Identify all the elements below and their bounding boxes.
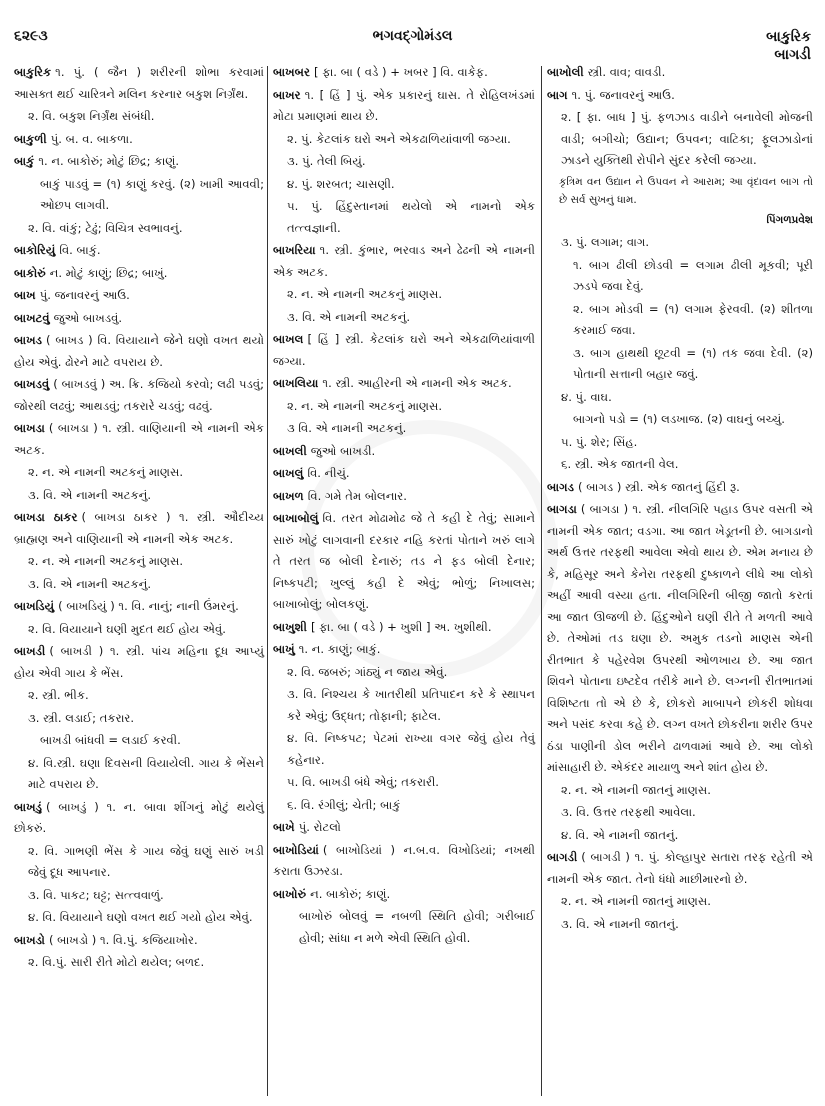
entry-definition: બાખોરું બોલવું = નબળી સ્થિતિ હોવી; ગરીબાઈ હોવી; સાંધા ન મળે એવી સ્થિતિ હોવી. xyxy=(299,909,535,945)
entry-definition: ( બાખડ ) વિ. વિયાયાને જેને ઘણો વખત થયો હોય એવું. ઢોરને માટે વપરાય છે. xyxy=(14,333,264,369)
dictionary-entry xyxy=(273,486,535,508)
entry-sense xyxy=(273,284,535,306)
entry-headword: બાખડી xyxy=(14,644,46,658)
guide-word-first: બાકુરિક xyxy=(766,29,811,45)
entry-definition: ૧. ન. બાકોરું; મોટું છિદ્ર; કાણું. xyxy=(38,154,180,168)
entry-sense xyxy=(547,409,813,431)
entry-sense xyxy=(547,891,813,913)
entry-definition: ૩. પું. તેલી બિયું. xyxy=(287,154,366,168)
entry-headword: બાગડી xyxy=(547,850,578,864)
entry-definition: ૩. સ્ત્રી. લડાઈ; તકરાર. xyxy=(28,710,135,725)
entry-sense xyxy=(547,299,813,342)
entry-sense xyxy=(547,432,813,454)
dictionary-entry xyxy=(273,840,535,883)
entry-headword: બાખડા xyxy=(14,421,45,435)
entry-definition: ૪. વિ. વિયાયાને ઘણો વખત થઈ ગયો હોય એવું. xyxy=(28,910,253,924)
entry-definition: ૨. વિ. જબરું; ગાંઠ્યું ન જાય એવું. xyxy=(287,664,448,679)
entry-sense xyxy=(547,780,813,802)
entry-definition: ૧. સ્ત્રી. કુંભાર, ભરવાડ અને ઢેઢની એ નામની એક અટક. xyxy=(273,243,535,279)
entry-headword: બાગ xyxy=(547,87,568,102)
entry-sense xyxy=(547,454,813,476)
dictionary-entry xyxy=(273,508,535,616)
entry-definition: ૨. વિ.પું. સારી રીતે મોટો થયેલ; બળદ. xyxy=(28,955,205,969)
dictionary-entry xyxy=(547,62,813,84)
entry-headword: બાકોરું xyxy=(14,265,46,280)
entry-headword: બાકું xyxy=(14,154,35,168)
entry-definition: ૩ વિ. એ નામની અટકનું. xyxy=(287,421,407,435)
entry-sense xyxy=(14,753,264,796)
entry-definition: ૧. પું. જનાવરનું આઉ. xyxy=(571,87,675,102)
entry-headword: બાખે xyxy=(273,820,295,834)
entry-definition: ૩. વિ. એ નામની અટકનું. xyxy=(28,487,152,502)
entry-definition: ૪. પું. વાઘ. xyxy=(561,389,612,404)
entry-headword: બાખડો xyxy=(14,932,45,947)
entry-sense xyxy=(547,343,813,386)
entry-sense xyxy=(547,825,813,847)
entry-definition: ૨. ન. એ નામની અટકનું માણસ. xyxy=(287,287,443,301)
entry-definition: ૫. પું. શેર; સિંહ. xyxy=(561,434,638,449)
dictionary-entry xyxy=(14,151,264,173)
page-title: ભગવદ્ગોમંડલ xyxy=(372,28,453,44)
entry-headword: બાખબર xyxy=(273,65,310,79)
entry-definition: ૪. વિ. એ નામની જાતનું. xyxy=(561,827,679,842)
entry-sense xyxy=(14,841,264,884)
entry-definition: ૫. પું. હિંદુસ્તાનમાં થયેલો એ નામનો એક તત્ત્વજ્ઞાની. xyxy=(287,199,535,235)
entry-headword: બાખટવું xyxy=(14,310,50,325)
entry-headword: બાખડા ઠાકર xyxy=(14,510,78,524)
entry-definition: ૫. વિ. બાખડી બંધે એવું; તકરારી. xyxy=(287,775,439,789)
entry-definition: સ્ત્રી. વાવ; વાવડી. xyxy=(587,65,666,79)
entry-headword: બાકોરિયું xyxy=(14,243,56,257)
entry-definition: ૨. વિ. ગાભણી ભેંસ કે ગાય જેવું ઘણું સારું ખડી જેવું દૂધ આપનાર. xyxy=(28,843,264,879)
dictionary-entry xyxy=(547,499,813,779)
entry-sense xyxy=(273,307,535,329)
entry-definition: પું. જનાવરનું આઉ. xyxy=(39,288,130,302)
entry-sense xyxy=(14,218,264,240)
entry-definition: [ હિં ] સ્ત્રી. કેટલાંક ઘરો અને એકઢાળિયાંવાળી જગ્યા. xyxy=(273,332,535,368)
entry-definition: ૨. ન. એ નામની અટકનું માણસ. xyxy=(28,554,184,568)
entry-headword: બાગડા xyxy=(547,502,577,516)
entry-definition: ૧. બાગ ઢીલી છોડવી = લગામ ઢીલી મૂકવી; પૂરી ઝડપે જવા દેવું. xyxy=(573,257,813,293)
dictionary-entry xyxy=(273,441,535,463)
entry-definition: જુઓ બાખડવું. xyxy=(53,310,123,325)
entry-definition: ( બાખડા ) ૧. સ્ત્રી. વાણિયાની એ નામની એક અટક. xyxy=(14,421,264,457)
dictionary-entry xyxy=(14,263,264,285)
entry-sense xyxy=(273,129,535,151)
entry-definition: પિંગળપ્રવેશ xyxy=(766,213,813,226)
entry-definition: ૩. વિ. પાકટ; ઘટ્ટ; સત્ત્વવાળું. xyxy=(28,887,164,902)
entry-definition: ન. બાકોરું; કાણું. xyxy=(310,886,391,901)
entry-definition: બાકું પાડવું = (૧) કાણું કરવું. (૨) ખામી આવવી; ઓછપ લાગવી. xyxy=(40,176,264,212)
entry-definition: ( બાગડી ) ૧. પું. કોલ્હાપુર સતારા તરફ રહેતી એ નામની એક જાત. તેનો ધંધો માછીમારનો છે. xyxy=(547,850,813,886)
dictionary-column-1 xyxy=(14,62,264,975)
entry-headword: બાખલી xyxy=(273,443,307,458)
entry-definition: ૩. વિ. એ નામની જાતનું. xyxy=(561,916,679,931)
entry-definition: પું. રોટલો xyxy=(298,820,341,834)
entry-definition: ૧. સ્ત્રી. આહીરની એ નામની એક અટક. xyxy=(322,376,512,390)
entry-sense xyxy=(14,106,264,128)
dictionary-entry xyxy=(14,129,264,151)
entry-sense xyxy=(273,151,535,173)
entry-sense xyxy=(14,619,264,641)
dictionary-entry xyxy=(14,330,264,373)
dictionary-entry xyxy=(273,617,535,639)
entry-definition: ૪. પું. શરબત; ચાસણી. xyxy=(287,176,395,191)
entry-definition: ( બાગડા ) ૧. સ્ત્રી. નીલગિરિ પહાડ ઉપર વસતી એ નામની એક જાત; વડગા. આ જાત ખેડૂતની છે. બાગડાનો અર્થ ઉત્તર તરફથી આવેલા એવો થાય છે. એમ મનાય છે કે, મહિસૂર અને કેનેરા તરફથી દુષ્કાળને લીધે આ લોકો અહીં આવી વસ્યા હતા. નીલગિરિની બીજી જાતો કરતાં આ જાત ઊજળી છે. હિંદુઓને ઘણી રીતે તે મળતી આવે છે. તેઓમાં તડ ઘણા છે. અમુક તડનો માણસ એની રીતભાત કે પહેરવેશ ઉપરથી ઓળખાય છે. આ જાત શિવને પોતાના ઇષ્ટદેવ તરીકે માને છે. લગ્નની રીતભાતમાં વિશિષ્ટતા તો એ છે કે, છોકરો માબાપને છોકરી શોધવા અને પસંદ કરવા કહે છે. લગ્ન વખતે છોકરીના શરીર ઉપર ઠંડા પાણીની ડોલ ભરીને ઢાળવામાં આવે છે. આ લોકો માંસાહારી છે. એકંદર માયાળુ અને શાંત હોય છે. xyxy=(547,502,813,774)
entry-definition: બાગનો પડો = (૧) લડખાજ. (૨) વાઘનું બચ્ચું. xyxy=(573,412,785,426)
entry-definition: ( બાખડી ) ૧. સ્ત્રી. પાંચ મહિના દૂધ આપ્યું હોય એવી ગાય કે ભેંસ. xyxy=(14,644,264,680)
entry-definition: [ ફા. બા ( વડે ) + ખુશી ] અ. ખુશીથી. xyxy=(310,619,492,634)
entry-definition: વિ. તરત મોઢામોઢ જે તે કહી દે તેવું; સામાને સારું ખોટું લાગવાની દરકાર નહિ કરતાં પોતાને ખરું લાગે તે તરત જ બોલી દેનારું; તડ ને ફડ બોલી દેનાર; નિષ્કપટી; ખુલ્લું કહી દે એવું; ભોળું; નિખાલસ; બાખાબોલું; બોલકણું. xyxy=(273,511,535,611)
entry-definition: ( બાખડવું ) અ. ક્રિ. કજિયો કરવો; લઢી પડવું; જોરથી લઢવું; આથડવું; તકરારે ચડવું; વઢવું. xyxy=(14,377,264,413)
entry-sense xyxy=(14,907,264,929)
entry-sense xyxy=(273,396,535,418)
dictionary-entry xyxy=(273,329,535,372)
dictionary-entry xyxy=(14,641,264,684)
entry-definition: ૨. વિ. વાંકું; ટેઢું; વિચિત્ર સ્વભાવનું. xyxy=(28,220,183,235)
entry-sense xyxy=(547,107,813,172)
entry-definition: ૨. બાગ મોડવી = (૧) લગામ ફેરવવી. (૨) શીતળા કરમાઈ જવા. xyxy=(573,301,813,337)
entry-sense xyxy=(273,684,535,727)
entry-definition: જુઓ બાખડી. xyxy=(310,443,376,458)
entry-sense xyxy=(273,795,535,817)
entry-definition: ( બાખડું ) ૧. ન. બાવા શીંગનું મોટું થયેલું છોકરું. xyxy=(14,799,264,835)
entry-definition: ૨. [ ફા. બાધ ] પું. ફળઝાડ વાડીને બનાવેલી મોજની વાડી; બગીચો; ઉદ્યાન; ઉપવન; વાટિકા; ફૂલઝાડોનાં ઝાડને યુક્તિથી રોપીને સુંદર કરેલી જગ્યા. xyxy=(561,110,813,167)
entry-definition: ( બાખડા ઠાકર ) ૧. સ્ત્રી. ઔદીચ્ય બ્રાહ્મણ અને વાણિયાની એ નામની એક અટક. xyxy=(14,510,264,546)
dictionary-entry xyxy=(273,240,535,283)
entry-definition: [ ફા. બા ( વડે ) + ખબર ] વિ. વાકેફ. xyxy=(313,65,488,79)
entry-sense xyxy=(14,462,264,484)
dictionary-column-2 xyxy=(273,62,535,950)
dictionary-entry xyxy=(547,477,813,499)
entry-definition: ૩. વિ. નિશ્ચય કે ખાતરીથી પ્રતિપાદન કરે કે સ્થાપન કરે એવું; ઉદ્ધત; તોફાની; ફાટેલ. xyxy=(287,687,535,723)
entry-definition: ૨. ન. એ નામની અટકનું માણસ. xyxy=(287,398,443,413)
dictionary-entry xyxy=(273,639,535,661)
entry-sense xyxy=(14,952,264,974)
entry-definition: વિ. બાકું. xyxy=(59,243,101,257)
entry-definition: ન. મોટું કાણું; છિદ્ર; બાખું. xyxy=(49,265,168,280)
entry-headword: બાખળ xyxy=(273,488,304,503)
entry-sense xyxy=(14,885,264,907)
entry-sense xyxy=(547,802,813,824)
entry-sense xyxy=(547,173,813,209)
entry-sense xyxy=(547,914,813,936)
entry-sense xyxy=(273,772,535,794)
dictionary-entry xyxy=(14,930,264,952)
entry-definition: પું. બ. વ. બાકળા. xyxy=(50,131,133,146)
dictionary-entry xyxy=(273,85,535,128)
dictionary-entry xyxy=(273,884,535,906)
dictionary-entry xyxy=(14,374,264,417)
dictionary-entry xyxy=(14,418,264,461)
entry-headword: બાખલ xyxy=(273,332,304,346)
dictionary-entry xyxy=(14,507,264,550)
entry-headword: બાખોડિયાં xyxy=(273,842,319,857)
entry-definition: વિ. ગમે તેમ બોલનાર. xyxy=(307,488,407,503)
entry-headword: બાખર xyxy=(273,87,301,102)
dictionary-entry xyxy=(14,596,264,618)
entry-definition: ૧. [ હિં ] પું. એક પ્રકારનું ઘાસ. તે રોહિલખંડમાં મોટા પ્રમાણમાં થાય છે. xyxy=(273,87,535,123)
entry-sense xyxy=(273,196,535,239)
dictionary-entry xyxy=(273,373,535,395)
entry-headword: બાખલિયા xyxy=(273,376,319,390)
entry-headword: બાખ xyxy=(14,288,36,302)
entry-sense xyxy=(547,210,813,232)
dictionary-entry xyxy=(14,240,264,262)
entry-headword: બાખોલી xyxy=(547,65,584,79)
entry-definition: ૨. વિ. બકુશ નિર્ગ્રંથ સંબંધી. xyxy=(28,109,155,123)
entry-headword: બાખલું xyxy=(273,466,304,480)
entry-sense xyxy=(14,485,264,507)
entry-sense xyxy=(547,232,813,254)
entry-definition: ૨. સ્ત્રી. ભીક. xyxy=(28,688,89,702)
entry-sense xyxy=(14,708,264,730)
entry-headword: બાખોરું xyxy=(273,886,307,901)
entry-headword: બાખડિયું xyxy=(14,599,55,613)
entry-sense xyxy=(14,551,264,573)
entry-sense xyxy=(14,730,264,752)
dictionary-entry xyxy=(547,847,813,890)
entry-definition: ૧. પું. ( જૈન ) શરીરની શોભા કરવામાં આસક્ત થઈ ચારિત્રને મલિન કરનાર બકુશ નિર્ગ્રંથ. xyxy=(14,65,264,101)
dictionary-column-3 xyxy=(547,62,813,936)
dictionary-entry xyxy=(14,308,264,330)
entry-sense xyxy=(547,255,813,298)
entry-sense xyxy=(14,685,264,707)
entry-definition: ( બાખોડિયાં ) ન.બ.વ. વિખોડિયાં; નખથી કરાતા ઉઝરડા. xyxy=(273,842,535,878)
dictionary-entry xyxy=(14,285,264,307)
page-header xyxy=(0,24,825,64)
entry-sense xyxy=(547,387,813,409)
entry-headword: બાખડું xyxy=(14,799,43,814)
guide-words xyxy=(766,28,811,64)
entry-definition: ૩. બાગ હાથથી છૂટવી = (૧) તક જવા દેવી. (૨) પોતાની સત્તાની બહાર જવું. xyxy=(573,345,813,381)
entry-headword: બાકુળી xyxy=(14,131,47,146)
entry-definition: ૨. ન. એ નામની જાતનું માણસ. xyxy=(561,782,711,797)
entry-definition: ૨. ન. એ નામની અટકનું માણસ. xyxy=(28,465,184,479)
entry-definition: ૬. વિ. રંગીલું; ચેતી; બાકું xyxy=(287,797,401,812)
column-divider xyxy=(267,66,268,1096)
entry-definition: ૬. સ્ત્રી. એક જાતની વેલ. xyxy=(561,457,679,471)
entry-sense xyxy=(273,906,535,949)
entry-definition: ( બાગડ ) સ્ત્રી. એક જાતનું હિંદી રૂ. xyxy=(577,479,740,494)
entry-definition: વિ. નીચું. xyxy=(307,466,350,480)
entry-definition: ૩. વિ. એ નામની અટકનું. xyxy=(28,576,152,591)
entry-headword: બાખાબોલું xyxy=(273,511,319,525)
entry-definition: ૩. વિ. એ નામની અટકનું. xyxy=(287,309,411,324)
entry-definition: ૪. વિ.સ્ત્રી. ઘણા દિવસની વિયાયેલી. ગાય કે ભેંસને માટે વપરાય છે. xyxy=(28,755,264,791)
entry-sense xyxy=(273,662,535,684)
entry-headword: બાખરિયા xyxy=(273,243,316,257)
entry-headword: બાખુશી xyxy=(273,619,307,634)
entry-headword: બાકુરિક xyxy=(14,65,52,79)
entry-definition: ૨. વિ. વિયાયાને ઘણી મુદત થઈ હોય એવું. xyxy=(28,621,226,636)
entry-definition: ૩. વિ. ઉત્તર તરફથી આવેલા. xyxy=(561,805,696,819)
dictionary-entry xyxy=(273,463,535,485)
entry-sense xyxy=(14,574,264,596)
entry-definition: ૧. ન. કાણું; બાકું. xyxy=(298,642,381,656)
dictionary-entry xyxy=(273,62,535,84)
dictionary-entry xyxy=(14,797,264,840)
entry-definition: ૪. વિ. નિષ્કપટ; પેટમાં રાખ્યા વગર જેવું હોય તેવું કહેનાર. xyxy=(287,731,535,767)
entry-definition: ૨. પું. કેટલાંક ઘરો અને એકઢાળિયાંવાળી જગ્યા. xyxy=(287,131,511,146)
entry-sense xyxy=(14,174,264,217)
entry-headword: બાખડવું xyxy=(14,377,50,391)
dictionary-entry xyxy=(14,62,264,105)
entry-definition: ૨. ન. એ નામની જાતનું માણસ. xyxy=(561,894,711,908)
entry-headword: બાગડ xyxy=(547,479,574,494)
dictionary-entry xyxy=(547,85,813,107)
page-number: ૬૨૯૩ xyxy=(14,28,48,44)
entry-sense xyxy=(273,728,535,771)
entry-definition: ૩. પું. લગામ; વાગ. xyxy=(561,235,650,249)
entry-definition: બાખડી બાંધવી = લડાઈ કરવી. xyxy=(40,733,181,747)
entry-headword: બાખડ xyxy=(14,333,43,347)
entry-definition: ( બાખડો ) ૧. વિ.પું. કજિયાખોર. xyxy=(48,932,198,947)
entry-sense xyxy=(273,174,535,196)
guide-word-last: બાગડી xyxy=(774,47,811,63)
entry-definition: ( બાખડિયું ) ૧. વિ. નાનું; નાની ઉંમરનું. xyxy=(58,599,239,613)
dictionary-entry xyxy=(273,817,535,839)
entry-sense xyxy=(273,418,535,440)
entry-headword: બાખું xyxy=(273,642,295,656)
column-divider xyxy=(541,66,542,1096)
entry-definition: કૃત્રિમ વન ઉદ્યાન ને ઉપવન ને આરામ; આ વૃંદાવન બાગ તો છે સર્વ સુખનું ધામ. xyxy=(559,175,813,206)
